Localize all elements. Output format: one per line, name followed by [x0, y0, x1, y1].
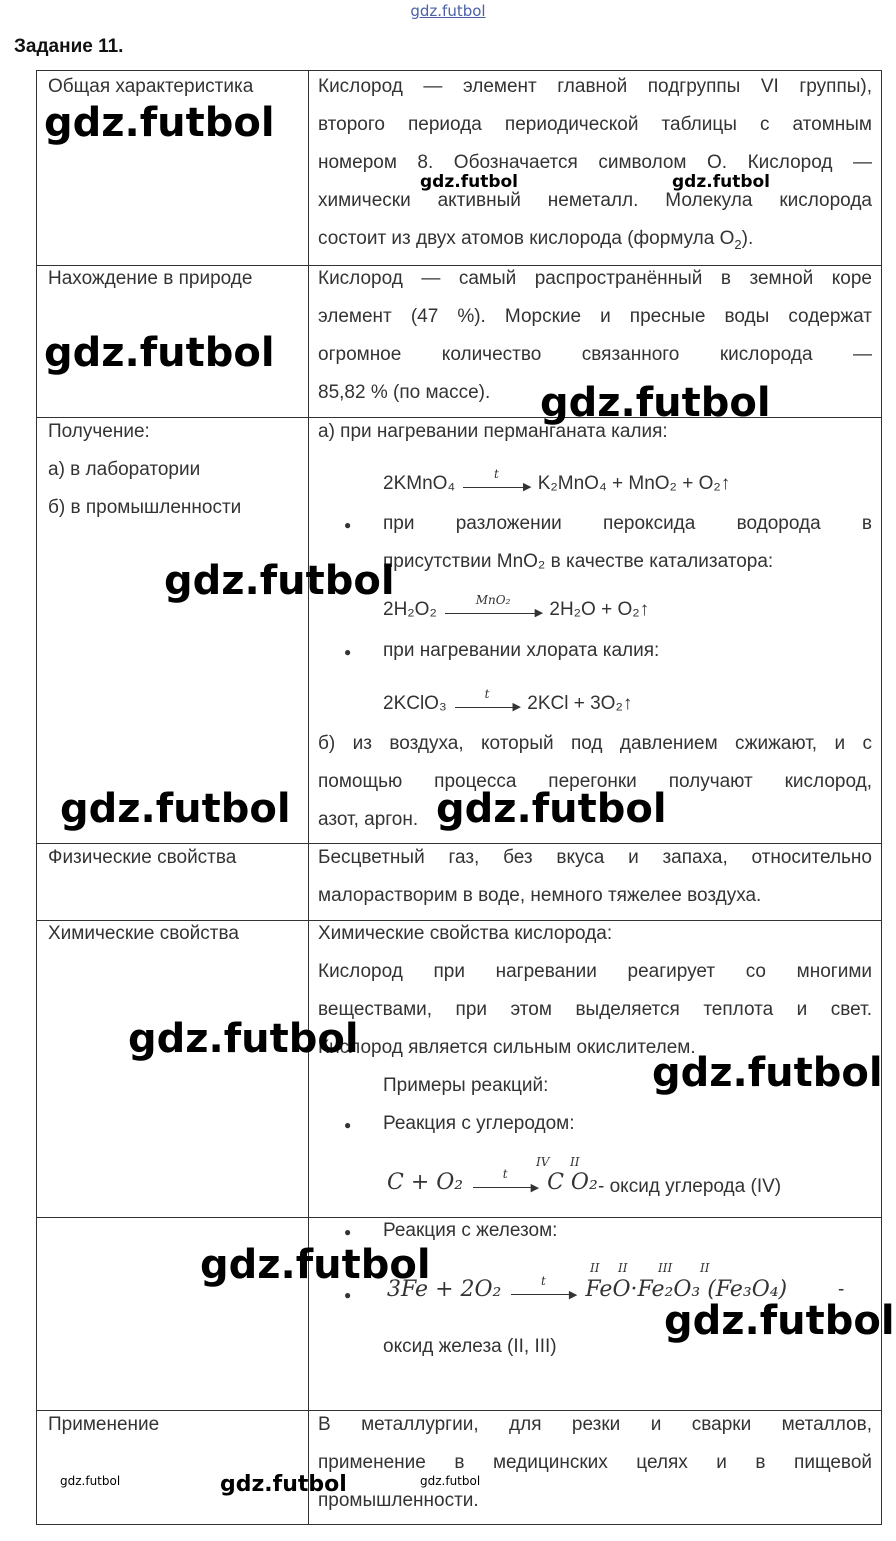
- application-text: [318, 1406, 872, 1520]
- production-lab: а) в лаборатории: [48, 459, 201, 480]
- physical-label: Физические свойства: [48, 847, 237, 868]
- chemical-examples: Примеры реакций:: [383, 1075, 549, 1096]
- production-label: [48, 413, 298, 527]
- physical-line: Бесцветный газ, без вкуса и запаха, относительно: [318, 847, 872, 868]
- general-line: Кислород — элемент главной подгруппы VI группы),: [318, 76, 872, 97]
- general-text: [318, 68, 872, 259]
- nature-label: Нахождение в природе: [48, 268, 253, 289]
- chemical-last-line: Кислород является сильным окислителем.: [318, 1037, 696, 1058]
- iron-oxide-name: оксид железа (II, III): [383, 1336, 557, 1357]
- watermark: gdz.futbol: [44, 100, 275, 146]
- chemical-line: Кислород при нагревании реагирует со многими: [318, 961, 872, 982]
- bullet-chlorate: при нагревании хлората калия:: [383, 640, 660, 661]
- industry-line: помощью процесса перегонки получают кислород,: [318, 771, 872, 792]
- equation-iron: 3Fe + 2O₂ t ▶ FeO·Fe₂O₃ (Fe₃O₄): [387, 1273, 788, 1302]
- equation-kclo3: 2KClO₃ t ▶ 2KCl + 3O₂↑: [383, 687, 633, 714]
- equation-h2o2: 2H₂O₂ MnO₂ ▶ 2H₂O + O₂↑: [383, 593, 650, 620]
- column-divider: [308, 71, 309, 1524]
- task-title: Задание 11.: [14, 36, 124, 57]
- physical-last-line: малорастворим в воде, немного тяжелее воздуха.: [318, 885, 762, 906]
- production-title: Получение:: [48, 421, 150, 442]
- valence-mark: III: [658, 1261, 673, 1275]
- watermark: gdz.futbol: [672, 172, 770, 192]
- general-last-line: состоит из двух атомов кислорода (формула $O_2$).: [318, 228, 754, 252]
- bullet-line: при разложении пероксида водорода в: [383, 513, 872, 534]
- industry-line: б) из воздуха, который под давлением сжижают, и с: [318, 733, 872, 754]
- iron-dash: -: [838, 1279, 845, 1300]
- bullet-dot: ●: [344, 1118, 352, 1132]
- watermark: gdz.futbol: [420, 172, 518, 192]
- watermark: gdz.futbol: [60, 786, 291, 832]
- watermark: gdz.futbol: [128, 1016, 359, 1062]
- valence-mark: II: [570, 1155, 580, 1169]
- general-line: номером 8. Обозначается символом O. Кислород —: [318, 152, 872, 173]
- nature-line: Кислород — самый распространённый в земной коре: [318, 268, 872, 289]
- general-label: Общая характеристика: [48, 76, 254, 97]
- application-line: применение в медицинских целях и в пищевой: [318, 1452, 872, 1473]
- watermark: gdz.futbol: [420, 1474, 481, 1488]
- equation-carbon: C + O₂ t ▶ C O₂: [387, 1166, 598, 1195]
- watermark: gdz.futbol: [436, 786, 667, 832]
- valence-mark: II: [590, 1261, 600, 1275]
- application-label: Применение: [48, 1414, 160, 1435]
- bullet-dot: ●: [344, 645, 352, 659]
- chemical-intro: Химические свойства кислорода:: [318, 923, 613, 944]
- valence-mark: II: [618, 1261, 628, 1275]
- chemical-label: Химические свойства: [48, 923, 239, 944]
- general-line: второго периода периодической таблицы с атомным: [318, 114, 872, 135]
- nature-line: элемент (47 %). Морские и пресные воды содержат: [318, 306, 872, 327]
- watermark: gdz.futbol: [664, 1298, 895, 1344]
- general-line: химически активный неметалл. Молекула кислорода: [318, 190, 872, 211]
- watermark: gdz.futbol: [60, 1474, 121, 1488]
- site-link[interactable]: gdz.futbol: [410, 2, 486, 20]
- physical-text: [318, 839, 872, 915]
- bullet-dot: ●: [344, 518, 352, 532]
- industry-last-line: азот, аргон.: [318, 809, 419, 830]
- application-line: В металлургии, для резки и сварки металлов,: [318, 1414, 872, 1435]
- watermark: gdz.futbol: [44, 330, 275, 376]
- nature-line: огромное количество связанного кислорода —: [318, 344, 872, 365]
- production-industry: б) в промышленности: [48, 497, 242, 518]
- application-last-line: промышленности.: [318, 1490, 479, 1511]
- bullet-dot: ●: [344, 1225, 352, 1239]
- bullet-line: присутствии MnO₂ в качестве катализатора:: [383, 551, 774, 572]
- bullet-peroxide: [383, 505, 872, 581]
- production-intro: а) при нагревании перманганата калия:: [318, 421, 668, 442]
- valence-mark: IV: [536, 1155, 550, 1169]
- watermark: gdz.futbol: [652, 1050, 883, 1096]
- equation-kmno4: 2KMnO₄ t ▶ K₂MnO₄ + MnO₂ + O₂↑: [383, 467, 731, 494]
- chemical-line: веществами, при этом выделяется теплота и свет.: [318, 999, 872, 1020]
- bullet-carbon: Реакция с углеродом:: [383, 1113, 575, 1134]
- bullet-iron: Реакция с железом:: [383, 1220, 558, 1241]
- valence-mark: II: [700, 1261, 710, 1275]
- watermark: gdz.futbol: [540, 380, 771, 426]
- watermark: gdz.futbol: [200, 1242, 431, 1288]
- bullet-dot: ●: [344, 1288, 352, 1302]
- carbon-oxide-name: - оксид углерода (IV): [598, 1176, 782, 1197]
- watermark: gdz.futbol: [164, 558, 395, 604]
- nature-last-line: 85,82 % (по массе).: [318, 382, 491, 403]
- watermark: gdz.futbol: [220, 1472, 347, 1497]
